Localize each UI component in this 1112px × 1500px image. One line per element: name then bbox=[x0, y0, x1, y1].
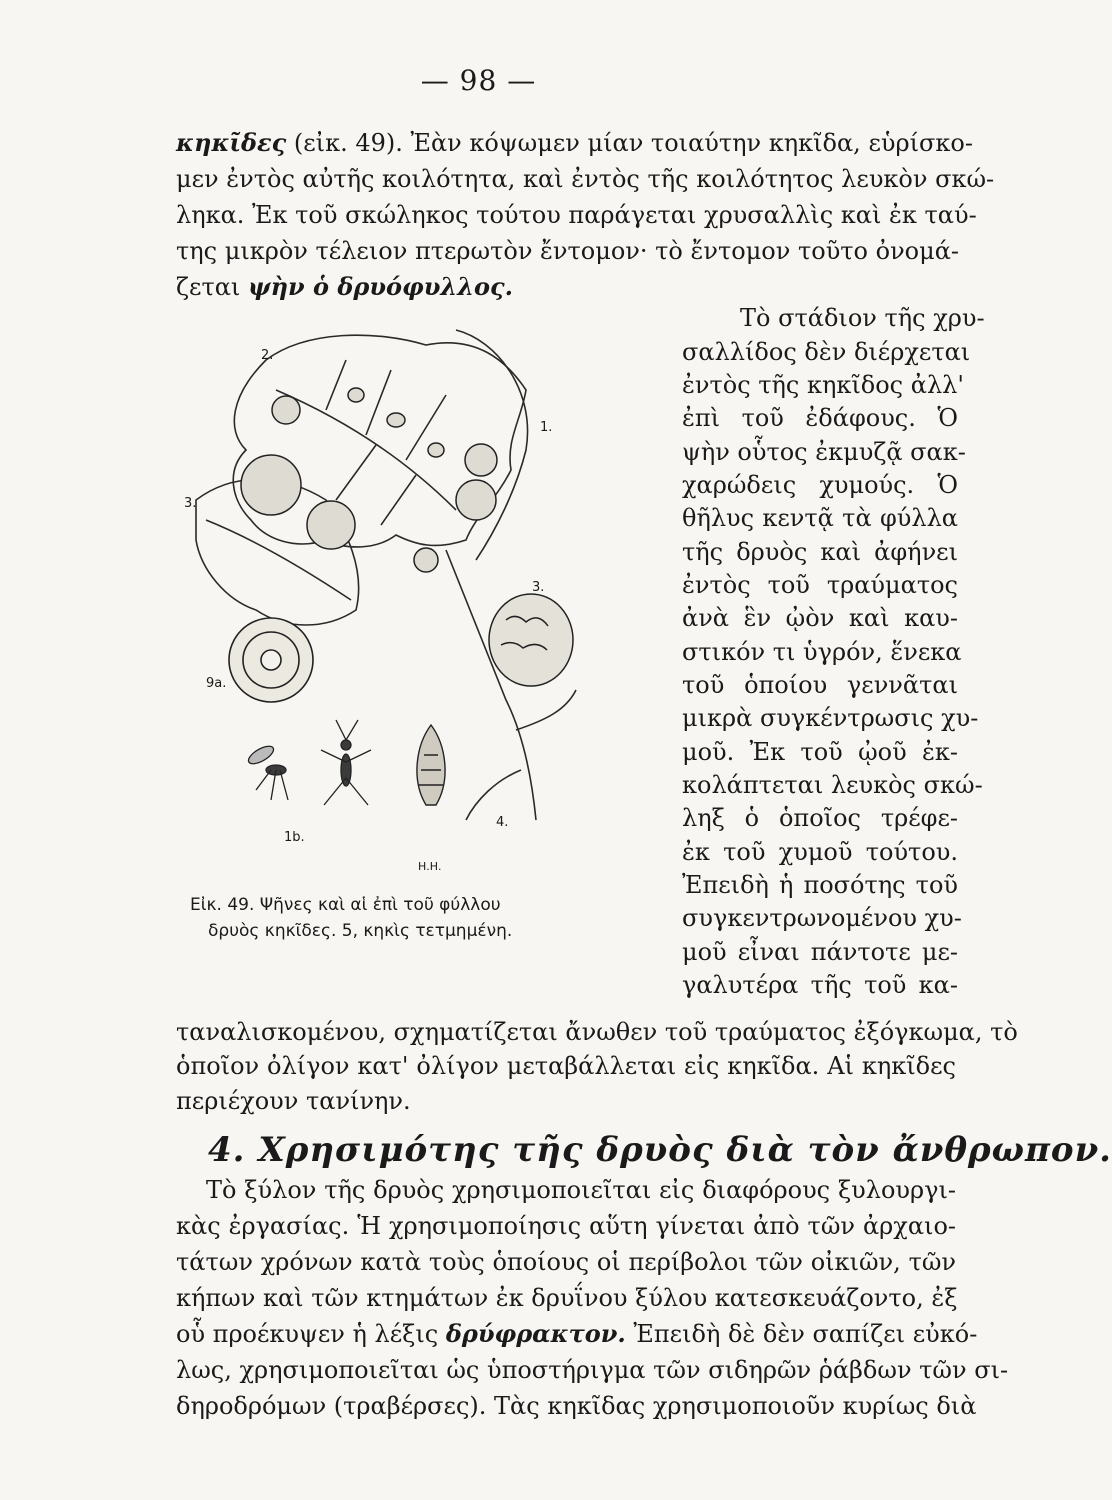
caption-line: Εἰκ. 49. Ψῆνες καὶ αἱ ἐπὶ τοῦ φύλλου bbox=[190, 895, 501, 915]
figure-label: 3. bbox=[532, 580, 545, 595]
side-column-line: μοῦ εἶναι πάντοτε με- bbox=[682, 938, 958, 966]
side-column-line: ἐντὸς τοῦ τραύματος bbox=[682, 571, 958, 599]
text-line: κὰς ἐργασίας. Ἡ χρησιμοποίησις αὕτη γίνεται ἀπὸ τῶν ἀρχαιο- bbox=[176, 1212, 956, 1240]
side-column-line: τῆς δρυὸς καὶ ἀφήνει bbox=[682, 538, 958, 566]
text-line: ὁποῖον ὀλίγον κατ' ὀλίγον μεταβάλλεται εἰς κηκῖδα. Αἱ κηκῖδες bbox=[176, 1052, 956, 1080]
side-column-line: ληξ ὁ ὁποῖος τρέφε- bbox=[682, 804, 958, 832]
text-span: οὗ προέκυψεν ἡ λέξις bbox=[176, 1320, 446, 1348]
side-column-line: στικόν τι ὑγρόν, ἕνεκα bbox=[682, 638, 962, 666]
side-column-line: ἐκ τοῦ χυμοῦ τούτου. bbox=[682, 838, 958, 866]
side-column-line: χαρώδεις χυμούς. Ὁ bbox=[682, 471, 958, 499]
text-line: της μικρὸν τέλειον πτερωτὸν ἔντομον· τὸ ἔντομον τοῦτο ὀνομά- bbox=[176, 237, 960, 265]
italic-term: δρύφρακτον. bbox=[445, 1319, 626, 1348]
text-line: Τὸ ξύλον τῆς δρυὸς χρησιμοποιεῖται εἰς διαφόρους ξυλουργι- bbox=[206, 1176, 956, 1204]
side-column-line: σαλλίδος δὲν διέρχεται bbox=[682, 338, 971, 366]
figure-label: 1. bbox=[540, 420, 553, 435]
side-column-line: ἀνὰ ἓν ᾠὸν καὶ καυ- bbox=[682, 604, 958, 632]
figure-label: 1b. bbox=[284, 830, 305, 845]
text-line: λως, χρησιμοποιεῖται ὡς ὑποστήριγμα τῶν σιδηρῶν ῥάβδων τῶν σι- bbox=[176, 1356, 1009, 1384]
side-column-line: Ἐπειδὴ ἡ ποσότης τοῦ bbox=[682, 871, 958, 899]
figure-label: 4. bbox=[496, 815, 509, 830]
side-column-line: μοῦ. Ἐκ τοῦ ᾠοῦ ἐκ- bbox=[682, 738, 958, 766]
page-number: — 98 — bbox=[420, 64, 537, 97]
figure-label: 9a. bbox=[206, 676, 227, 691]
caption-line: δρυὸς κηκῖδες. 5, κηκὶς τετμημένη. bbox=[208, 921, 513, 941]
side-column-line: μικρὰ συγκέντρωσις χυ- bbox=[682, 704, 979, 732]
section-heading: 4. Χρησιμότης τῆς δρυὸς διὰ τὸν ἄνθρωπον. bbox=[208, 1130, 1112, 1170]
italic-term: κηκῖδες bbox=[176, 128, 287, 157]
figure-label: 3. bbox=[184, 496, 197, 511]
side-column-line: γαλυτέρα τῆς τοῦ κα- bbox=[682, 971, 958, 999]
figure-label: 2. bbox=[261, 348, 274, 363]
text-line: ληκα. Ἐκ τοῦ σκώληκος τούτου παράγεται χρυσαλλὶς καὶ ἐκ ταύ- bbox=[176, 201, 977, 229]
text-span: ζεται bbox=[176, 273, 248, 301]
oak-leaf-drawing bbox=[176, 300, 671, 885]
text-span: (εἰκ. 49). Ἐὰν κόψωμεν μίαν τοιαύτην κηκῖδα, εὑρίσκο- bbox=[286, 129, 973, 157]
italic-term: ψὴν ὁ δρυόφυλλος. bbox=[247, 272, 514, 301]
side-column-line: συγκεντρωνομένου χυ- bbox=[682, 904, 962, 932]
oak-gall-illustration bbox=[176, 300, 671, 885]
figure-caption bbox=[190, 892, 660, 944]
text-line bbox=[176, 271, 956, 303]
gall-circle bbox=[241, 455, 301, 515]
text-line: δηροδρόμων (τραβέρσες). Τὰς κηκῖδας χρησιμοποιοῦν κυρίως διὰ bbox=[176, 1392, 977, 1420]
text-span: Ἐπειδὴ δὲ δὲν σαπίζει εὐκό- bbox=[625, 1320, 978, 1348]
side-column-line: ψὴν οὗτος ἐκμυζᾷ σακ- bbox=[682, 438, 966, 466]
side-column-line: ἐπὶ τοῦ ἐδάφους. Ὁ bbox=[682, 404, 958, 432]
text-line: τάτων χρόνων κατὰ τοὺς ὁποίους οἱ περίβολοι τῶν οἰκιῶν, τῶν bbox=[176, 1248, 956, 1276]
text-line: περιέχουν τανίνην. bbox=[176, 1087, 411, 1115]
side-column-line: Τὸ στάδιον τῆς χρυ- bbox=[740, 304, 985, 332]
text-line bbox=[176, 1318, 978, 1350]
side-column-line: κολάπτεται λευκὸς σκώ- bbox=[682, 771, 983, 799]
text-line: μεν ἐντὸς αὐτῆς κοιλότητα, καὶ ἐντὸς τῆς κοιλότητος λευκὸν σκώ- bbox=[176, 165, 995, 193]
text-line: κήπων καὶ τῶν κτημάτων ἐκ δρυΐνου ξύλου κατεσκευάζοντο, ἐξ bbox=[176, 1284, 958, 1312]
side-column-line: ἐντὸς τῆς κηκῖδος ἀλλ' bbox=[682, 371, 964, 399]
text-line bbox=[176, 127, 973, 159]
side-column-line: θῆλυς κεντᾷ τὰ φύλλα bbox=[682, 504, 958, 532]
text-line: ταναλισκομένου, σχηματίζεται ἄνωθεν τοῦ τραύματος ἐξόγκωμα, τὸ bbox=[176, 1018, 1018, 1046]
side-column-line: τοῦ ὁποίου γεννᾶται bbox=[682, 671, 958, 699]
figure-label: Η.Η. bbox=[418, 860, 442, 873]
